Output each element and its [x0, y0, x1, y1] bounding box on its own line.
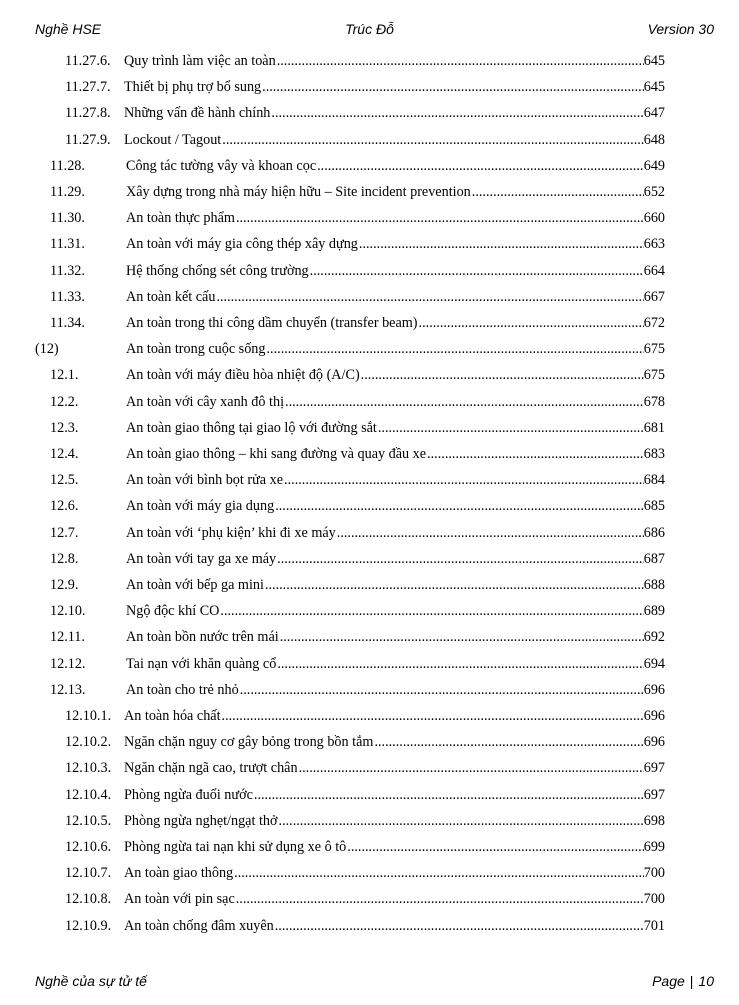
toc-entry-title: An toàn với máy gia công thép xây dựng	[126, 236, 358, 253]
toc-entry-title: An toàn với ‘phụ kiện’ khi đi xe máy	[126, 524, 336, 541]
toc-entry-title-wrap	[124, 808, 644, 834]
toc-dot-leader	[378, 415, 644, 441]
toc-entry-number: 12.3.	[50, 419, 79, 436]
toc-entry-page: 697	[643, 760, 665, 777]
toc-entry[interactable]	[0, 467, 739, 493]
toc-dot-leader	[279, 808, 644, 834]
toc-entry-title-wrap	[124, 782, 644, 808]
toc-entry[interactable]	[0, 284, 739, 310]
toc-entry-page: 681	[643, 419, 665, 436]
toc-entry-title-wrap	[124, 74, 644, 100]
toc-dot-leader	[240, 677, 644, 703]
toc-entry-page: 647	[643, 105, 665, 122]
header-center: Trúc Đỗ	[345, 21, 394, 37]
toc-entry[interactable]	[0, 755, 739, 781]
toc-dot-leader	[236, 886, 644, 912]
toc-entry-number: 12.1.	[50, 367, 79, 384]
toc-entry-page: 700	[643, 891, 665, 908]
toc-entry-page: 696	[643, 681, 665, 698]
toc-entry[interactable]	[0, 48, 739, 74]
toc-entry-number: 12.9.	[50, 577, 79, 593]
toc-entry-title-wrap	[124, 48, 644, 74]
header-left: Nghề HSE	[35, 21, 102, 37]
toc-dot-leader	[299, 755, 644, 781]
toc-entry-title: Ngộ độc khí CO	[126, 603, 220, 620]
toc-entry-number: 11.27.7.	[65, 79, 111, 96]
toc-entry-title-wrap	[126, 284, 644, 310]
toc-dot-leader	[220, 598, 644, 624]
toc-entry-number: 12.12.	[50, 655, 86, 672]
toc-entry-page: 686	[643, 524, 665, 541]
toc-entry-number: 11.27.9.	[65, 131, 111, 148]
toc-dot-leader	[222, 127, 644, 153]
toc-entry-number: 11.27.6.	[65, 53, 111, 69]
toc-dot-leader	[277, 546, 644, 572]
toc-entry[interactable]	[0, 231, 739, 257]
toc-dot-leader	[222, 703, 644, 729]
toc-entry-number: 12.10.2.	[65, 734, 112, 751]
toc-entry[interactable]	[0, 703, 739, 729]
toc-entry-title-wrap	[126, 467, 644, 493]
toc-entry-title-wrap	[126, 153, 644, 179]
toc-entry-title: An toàn bồn nước trên mái	[126, 629, 279, 646]
toc-entry-number: 12.10.	[50, 603, 86, 620]
toc-entry-title: Phòng ngừa nghẹt/ngạt thở	[124, 812, 278, 829]
toc-entry[interactable]	[0, 415, 739, 441]
toc-entry-title: An toàn với pin sạc	[124, 891, 235, 908]
toc-entry[interactable]	[0, 153, 739, 179]
toc-entry-page: 678	[643, 393, 665, 410]
toc-entry-page: 688	[643, 577, 665, 593]
toc-entry-title-wrap	[124, 729, 644, 755]
toc-dot-leader	[271, 100, 644, 126]
toc-entry-title-wrap	[126, 598, 644, 624]
toc-entry-page: 685	[643, 498, 665, 515]
toc-entry[interactable]	[0, 389, 739, 415]
toc-entry-number: 12.11.	[50, 629, 85, 646]
toc-entry-title: An toàn trong thi công dầm chuyển (transfer beam)	[126, 315, 418, 331]
toc-dot-leader	[359, 231, 644, 257]
toc-entry[interactable]	[0, 205, 739, 231]
toc-entry[interactable]	[0, 100, 739, 126]
toc-entry[interactable]	[0, 258, 739, 284]
toc-entry-title-wrap	[126, 493, 644, 519]
footer-page-label: Page	[652, 973, 685, 989]
toc-entry-title-wrap	[124, 913, 644, 939]
toc-entry-title: An toàn trong cuộc sống	[126, 341, 266, 358]
toc-entry-title-wrap	[126, 546, 644, 572]
toc-entry-page: 699	[643, 839, 665, 855]
toc-dot-leader	[234, 860, 644, 886]
toc-entry-title: An toàn hóa chất	[124, 708, 221, 724]
toc-entry-number: 12.5.	[50, 472, 79, 489]
toc-entry-title: Ngăn chặn ngã cao, trượt chân	[124, 760, 298, 777]
toc-dot-leader	[262, 74, 644, 100]
toc-entry-title: Phòng ngừa đuối nước	[124, 786, 253, 803]
toc-entry-title: An toàn với máy điều hòa nhiệt độ (A/C)	[126, 367, 360, 384]
toc-entry-title-wrap	[126, 310, 644, 336]
toc-entry-title-wrap	[126, 336, 644, 362]
toc-entry-page: 687	[643, 550, 665, 567]
toc-dot-leader	[310, 258, 644, 284]
toc-entry-page: 701	[643, 917, 665, 934]
toc-entry-title: Những vấn đề hành chính	[124, 105, 271, 122]
toc-entry-title-wrap	[124, 100, 644, 126]
toc-dot-leader	[347, 834, 644, 860]
toc-entry[interactable]	[0, 441, 739, 467]
toc-dot-leader	[419, 310, 644, 336]
toc-entry-number: 11.29.	[50, 184, 85, 200]
toc-dot-leader	[275, 913, 644, 939]
toc-entry[interactable]	[0, 782, 739, 808]
toc-entry-title-wrap	[126, 624, 644, 650]
toc-entry-title-wrap	[126, 651, 644, 677]
footer-page	[652, 972, 714, 990]
toc-dot-leader	[285, 389, 644, 415]
toc-entry-title: An toàn chống đâm xuyên	[124, 917, 274, 934]
toc-entry[interactable]	[0, 834, 739, 860]
toc-entry-title: Xây dựng trong nhà máy hiện hữu – Site incident prevention	[126, 184, 471, 200]
toc-entry-title: An toàn cho trẻ nhỏ	[126, 681, 239, 698]
toc-entry-title-wrap	[126, 258, 644, 284]
toc-entry-page: 696	[643, 734, 665, 751]
toc-entry-title-wrap	[124, 755, 644, 781]
toc-entry-number: 11.28.	[50, 157, 85, 174]
toc-entry-number: 11.30.	[50, 210, 85, 227]
toc-entry[interactable]	[0, 572, 739, 598]
toc-entry-title-wrap	[126, 677, 644, 703]
toc-entry-title-wrap	[124, 127, 644, 153]
toc-entry-number: 12.10.7.	[65, 865, 112, 882]
toc-entry-title: An toàn với bếp ga mini	[126, 577, 264, 593]
toc-entry-number: 12.10.3.	[65, 760, 112, 777]
toc-entry-title-wrap	[126, 205, 644, 231]
toc-entry-page: 697	[643, 786, 665, 803]
toc-dot-leader	[267, 336, 645, 362]
toc-entry-title-wrap	[124, 834, 644, 860]
toc-dot-leader	[254, 782, 644, 808]
toc-entry-number: 12.6.	[50, 498, 79, 515]
toc-entry-page: 667	[643, 288, 665, 305]
toc-dot-leader	[275, 493, 644, 519]
toc-entry[interactable]	[0, 677, 739, 703]
toc-entry[interactable]	[0, 598, 739, 624]
toc-entry[interactable]	[0, 310, 739, 336]
toc-entry-page: 664	[643, 262, 665, 279]
toc-dot-leader	[374, 729, 644, 755]
toc-entry-number: 11.31.	[50, 236, 85, 253]
toc-entry[interactable]	[0, 651, 739, 677]
toc-entry-title: An toàn với tay ga xe máy	[126, 550, 277, 567]
toc-entry-title: An toàn giao thông – khi sang đường và quay đầu xe	[126, 446, 427, 462]
toc-entry-title: An toàn giao thông tại giao lộ với đường sắt	[126, 419, 377, 436]
toc-dot-leader	[427, 441, 644, 467]
toc-entry-title: An toàn với máy gia dụng	[126, 498, 275, 515]
toc-entry[interactable]	[0, 127, 739, 153]
toc-entry-title-wrap	[126, 415, 644, 441]
toc-entry-title-wrap	[126, 389, 644, 415]
toc-entry-title-wrap	[126, 179, 644, 205]
toc-entry-title-wrap	[126, 362, 644, 388]
toc-entry[interactable]	[0, 493, 739, 519]
toc-dot-leader	[216, 284, 644, 310]
toc-entry-title: Công tác tường vây và khoan cọc	[126, 157, 317, 174]
toc-dot-leader	[317, 153, 644, 179]
toc-entry-title: An toàn với cây xanh đô thị	[126, 393, 285, 410]
toc-entry-title-wrap	[126, 572, 644, 598]
toc-entry-title: Phòng ngừa tai nạn khi sử dụng xe ô tô	[124, 839, 347, 855]
toc-entry-number: 12.10.6.	[65, 839, 112, 855]
toc-entry[interactable]	[0, 336, 739, 362]
toc-entry-number: 12.8.	[50, 550, 79, 567]
toc-entry-number: 11.27.8.	[65, 105, 111, 122]
toc-entry[interactable]	[0, 624, 739, 650]
toc-entry-page: 663	[643, 236, 665, 253]
toc-entry-title-wrap	[124, 703, 644, 729]
footer-separator: |	[689, 973, 694, 989]
toc-dot-leader	[280, 624, 644, 650]
toc-entry[interactable]	[0, 808, 739, 834]
toc-entry[interactable]	[0, 362, 739, 388]
toc-dot-leader	[337, 520, 644, 546]
toc-entry-number: 12.2.	[50, 393, 79, 410]
toc-dot-leader	[265, 572, 644, 598]
toc-entry-number: 12.4.	[50, 446, 79, 462]
toc-entry-page: 648	[643, 131, 665, 148]
toc-entry-number: 12.10.1.	[65, 708, 112, 724]
toc-entry-number: 11.32.	[50, 262, 85, 279]
toc-entry-page: 689	[643, 603, 665, 620]
toc-entry-number: 12.10.4.	[65, 786, 112, 803]
toc-entry-page: 652	[643, 184, 665, 200]
toc-entry-page: 683	[643, 446, 665, 462]
toc-dot-leader	[361, 362, 644, 388]
toc-entry-title: Lockout / Tagout	[124, 131, 222, 148]
toc-entry[interactable]	[0, 179, 739, 205]
toc-entry-page: 692	[643, 629, 665, 646]
toc-entry-number: 12.10.9.	[65, 917, 112, 934]
toc-entry-title-wrap	[126, 520, 644, 546]
toc-entry-number: (12)	[35, 341, 59, 358]
toc-dot-leader	[277, 651, 644, 677]
toc-entry-number: 11.34.	[50, 315, 85, 331]
toc-entry-title-wrap	[124, 886, 644, 912]
toc-entry-title: An toàn kết cấu	[126, 288, 216, 305]
toc-entry[interactable]	[0, 913, 739, 939]
toc-dot-leader	[236, 205, 644, 231]
toc-entry-number: 12.13.	[50, 681, 86, 698]
toc-entry-title: Thiết bị phụ trợ bổ sung	[124, 79, 262, 96]
toc-entry-title: An toàn với bình bọt rửa xe	[126, 472, 284, 489]
toc-entry-page: 684	[643, 472, 665, 489]
toc-entry-number: 11.33.	[50, 288, 85, 305]
toc-entry[interactable]	[0, 520, 739, 546]
toc-entry-title: An toàn thực phẩm	[126, 210, 235, 227]
toc-dot-leader	[284, 467, 644, 493]
toc-entry-page: 672	[643, 315, 665, 331]
toc-entry-page: 698	[643, 812, 665, 829]
toc-entry-title-wrap	[126, 231, 644, 257]
toc-entry[interactable]	[0, 886, 739, 912]
toc-entry-page: 675	[643, 341, 665, 358]
toc-entry[interactable]	[0, 860, 739, 886]
toc-entry-page: 700	[643, 865, 665, 882]
toc-entry-title-wrap	[124, 860, 644, 886]
toc-entry-page: 696	[643, 708, 665, 724]
toc-entry-page: 694	[643, 655, 665, 672]
toc-entry-title: An toàn giao thông	[124, 865, 234, 882]
toc-entry[interactable]	[0, 546, 739, 572]
toc-entry-number: 12.10.5.	[65, 812, 112, 829]
toc-entry-title: Quy trình làm việc an toàn	[124, 53, 276, 69]
toc-entry-page: 675	[643, 367, 665, 384]
toc-entry-page: 645	[643, 53, 665, 69]
header-right: Version 30	[647, 21, 714, 37]
toc-entry-number: 12.7.	[50, 524, 79, 541]
toc-entry[interactable]	[0, 74, 739, 100]
toc-entry-number: 12.10.8.	[65, 891, 112, 908]
toc-entry-page: 660	[643, 210, 665, 227]
footer-page-number: 10	[698, 973, 714, 989]
footer-left: Nghề của sự tử tế	[35, 973, 147, 989]
toc-dot-leader	[472, 179, 644, 205]
toc-dot-leader	[277, 48, 644, 74]
toc-entry[interactable]	[0, 729, 739, 755]
toc-entry-title: Tai nạn với khăn quàng cổ	[126, 655, 277, 672]
toc-entry-title: Ngăn chặn nguy cơ gây bỏng trong bồn tắm	[124, 734, 374, 751]
toc-entry-page: 645	[643, 79, 665, 96]
toc-entry-page: 649	[643, 157, 665, 174]
toc-entry-title: Hệ thống chống sét công trường	[126, 262, 309, 279]
toc-entry-title-wrap	[126, 441, 644, 467]
